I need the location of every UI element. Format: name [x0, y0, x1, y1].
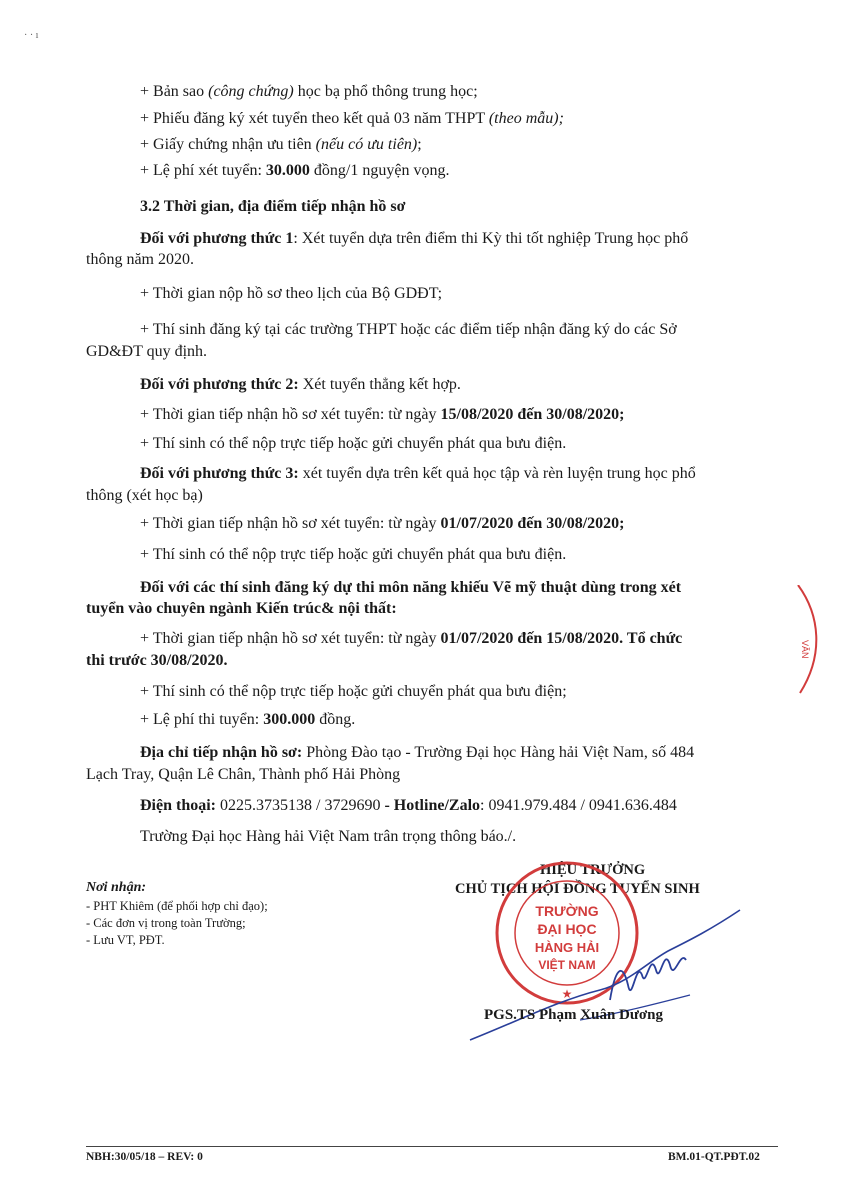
art-exam-deadline: thi trước 30/08/2020. — [86, 652, 228, 669]
req-italic: (nếu có ưu tiên) — [315, 136, 418, 153]
method3-time-label: + Thời gian tiếp nhận hồ sơ xét tuyển: từ ngày — [140, 515, 441, 532]
req-text: + Phiếu đăng ký xét tuyển theo kết quả 03 năm THPT — [140, 110, 489, 127]
seal-line: HÀNG HẢI — [534, 940, 600, 955]
method1-text-cont: thông năm 2020. — [86, 251, 194, 268]
method1-bullet-register-cont: GD&ĐT quy định. — [86, 343, 208, 360]
method2-label: Đối với phương thức 2: — [140, 376, 299, 393]
seal-line: VIỆT NAM — [538, 958, 596, 972]
art-time-label: + Thời gian tiếp nhận hồ sơ xét tuyển: từ ngày — [140, 630, 441, 647]
fee-unit: đồng/1 nguyện vọng. — [309, 162, 450, 179]
method3-bullet-time — [140, 514, 625, 534]
method2-text: Xét tuyển thẳng kết hợp. — [298, 376, 461, 393]
req-italic: (công chứng) — [208, 83, 294, 100]
art-heading-cont: tuyển vào chuyên ngành Kiến trúc& nội thất: — [86, 600, 397, 617]
address-line-cont: Lạch Tray, Quận Lê Chân, Thành phố Hải Phòng — [86, 766, 401, 783]
closing-text: Trường Đại học Hàng hải Việt Nam trân trọng thông báo./. — [140, 828, 517, 845]
art-bullet-fee — [140, 710, 355, 730]
method1-label: Đối với phương thức 1 — [140, 230, 294, 247]
section-title: 3.2 Thời gian, địa điểm tiếp nhận hồ sơ — [140, 198, 406, 215]
recipient-item: - PHT Khiêm (để phối hợp chỉ đạo); — [86, 899, 268, 913]
method1-text: : Xét tuyển dựa trên điểm thi Kỳ thi tốt nghiệp Trung học phổ — [293, 230, 689, 247]
method3-bullet-submit: + Thí sinh có thể nộp trực tiếp hoặc gửi chuyển phát qua bưu điện. — [140, 546, 567, 563]
signature-icon — [440, 890, 780, 1060]
footer-left: NBH:30/05/18 – REV: 0 — [86, 1151, 203, 1163]
side-seal-text: VĂN — [800, 640, 810, 659]
phone-line — [140, 796, 677, 816]
address-line — [140, 743, 694, 763]
signer-name: PGS.TS Phạm Xuân Dương — [484, 1007, 664, 1023]
req-item-form — [140, 109, 564, 129]
seal-line: TRƯỜNG — [535, 903, 599, 919]
footer-divider — [86, 1146, 778, 1147]
req-italic: (theo mẫu); — [488, 110, 564, 127]
method3-text-cont: thông (xét học bạ) — [86, 487, 203, 504]
recipients-title: Nơi nhận: — [86, 880, 147, 895]
hotline-label: - Hotline/Zalo — [384, 797, 481, 814]
req-text: + Bản sao — [140, 83, 209, 100]
art-bullet-time — [140, 629, 682, 649]
seal-line: ĐẠI HỌC — [537, 921, 597, 937]
method3-heading — [140, 464, 696, 484]
method3-label: Đối với phương thức 3: — [140, 465, 299, 482]
art-fee-label: + Lệ phí thi tuyển: — [140, 711, 264, 728]
req-item-copy — [140, 82, 478, 102]
art-heading: Đối với các thí sinh đăng ký dự thi môn năng khiếu Vẽ mỹ thuật dùng trong xét — [140, 579, 682, 596]
req-text: ; — [417, 136, 422, 153]
scan-marks: · · ı — [24, 30, 39, 41]
method2-bullet-time — [140, 405, 625, 425]
hotline-numbers: : 0941.979.484 / 0941.636.484 — [480, 797, 677, 814]
art-dates: 01/07/2020 đến 15/08/2020. Tổ chức — [440, 630, 683, 647]
phone-numbers: 0225.3735138 / 3729690 — [216, 797, 385, 814]
fee-label: + Lệ phí xét tuyển: — [140, 162, 266, 179]
recipient-item: - Lưu VT, PĐT. — [86, 933, 165, 947]
method1-bullet-register: + Thí sinh đăng ký tại các trường THPT hoặc các điểm tiếp nhận đăng ký do các Sở — [140, 321, 677, 338]
address-label: Địa chỉ tiếp nhận hồ sơ: — [140, 744, 303, 761]
art-fee-amount: 300.000 — [263, 711, 316, 728]
phone-label: Điện thoại: — [140, 797, 216, 814]
method3-dates: 01/07/2020 đến 30/08/2020; — [440, 515, 625, 532]
side-seal-fragment — [790, 585, 830, 695]
recipient-item: - Các đơn vị trong toàn Trường; — [86, 916, 246, 930]
seal-star-icon: ★ — [561, 987, 573, 1001]
method2-heading — [140, 375, 461, 395]
req-item-fee — [140, 161, 449, 181]
signer-position: CHỦ TỊCH HỘI ĐỒNG TUYỂN SINH — [455, 881, 700, 897]
method2-dates: 15/08/2020 đến 30/08/2020; — [440, 406, 625, 423]
req-text: học bạ phổ thông trung học; — [293, 83, 478, 100]
method1-bullet-time: + Thời gian nộp hồ sơ theo lịch của Bộ GDĐT; — [140, 285, 443, 302]
art-fee-unit: đồng. — [315, 711, 356, 728]
method2-bullet-submit: + Thí sinh có thể nộp trực tiếp hoặc gửi chuyển phát qua bưu điện. — [140, 435, 567, 452]
req-item-priority — [140, 135, 422, 155]
method1-heading — [140, 229, 688, 249]
footer-right: BM.01-QT.PĐT.02 — [668, 1151, 760, 1163]
req-text: + Giấy chứng nhận ưu tiên — [140, 136, 316, 153]
address-text: Phòng Đào tạo - Trường Đại học Hàng hải Việt Nam, số 484 — [302, 744, 695, 761]
method2-time-label: + Thời gian tiếp nhận hồ sơ xét tuyển: từ ngày — [140, 406, 441, 423]
art-bullet-submit: + Thí sinh có thể nộp trực tiếp hoặc gửi chuyển phát qua bưu điện; — [140, 683, 567, 700]
fee-amount: 30.000 — [265, 162, 310, 179]
signer-title: HIỆU TRƯỞNG — [540, 862, 646, 878]
method3-text: xét tuyển dựa trên kết quả học tập và rèn luyện trung học phổ — [298, 465, 696, 482]
